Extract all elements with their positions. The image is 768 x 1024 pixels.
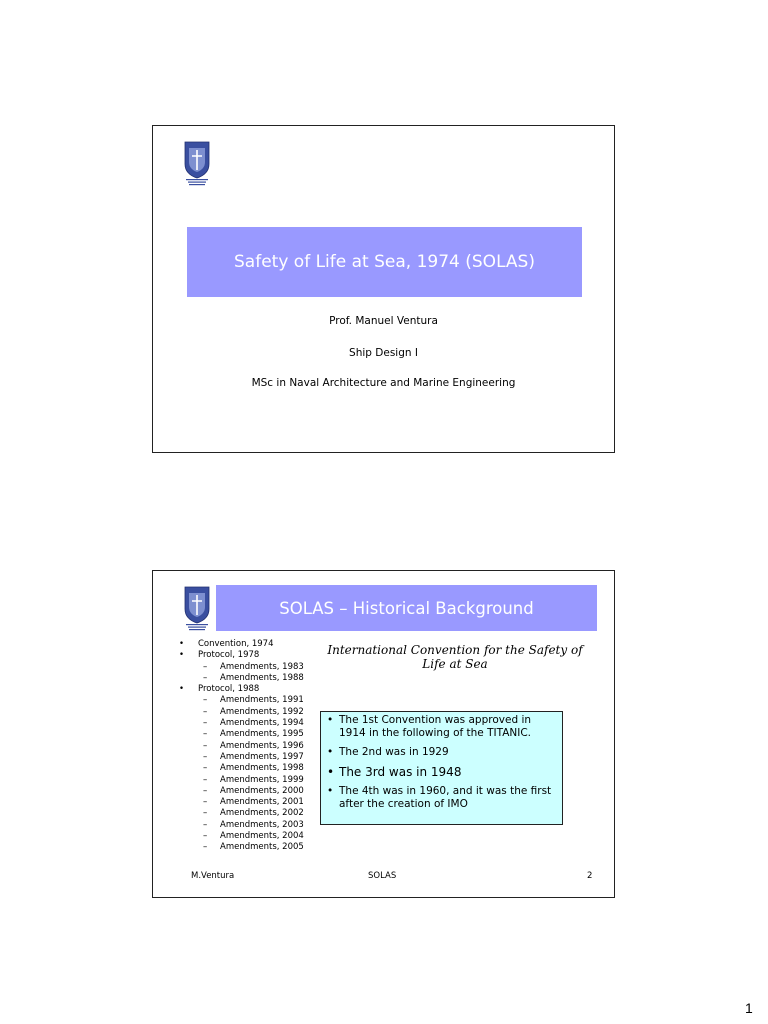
- slide-title: Safety of Life at Sea, 1974 (SOLAS): [187, 227, 582, 297]
- fact-item: • The 1st Convention was approved in 1914 in the following of the TITANIC.: [325, 714, 558, 739]
- timeline-subitem: – Amendments, 1991: [179, 695, 304, 706]
- timeline-subitem: – Amendments, 1992: [179, 707, 304, 718]
- title-slide: [152, 125, 615, 453]
- university-crest-icon: [183, 585, 211, 631]
- history-facts-box: [320, 711, 563, 825]
- fact-item: • The 4th was in 1960, and it was the first after the creation of IMO: [325, 785, 558, 810]
- timeline-subitem: – Amendments, 2003: [179, 820, 304, 831]
- page-number: 1: [745, 1000, 753, 1016]
- slide-subtitle: International Convention for the Safety of Life at Sea: [327, 643, 583, 671]
- timeline-item: • Convention, 1974: [179, 639, 304, 650]
- footer-slide-number: 2: [587, 871, 593, 881]
- timeline-subitem: – Amendments, 1999: [179, 775, 304, 786]
- author-name: Prof. Manuel Ventura: [329, 315, 438, 327]
- timeline-item: • Protocol, 1988: [179, 684, 304, 695]
- timeline-subitem: – Amendments, 1983: [179, 662, 304, 673]
- footer-author: M.Ventura: [191, 871, 235, 881]
- timeline-subitem: – Amendments, 1998: [179, 763, 304, 774]
- history-slide: [152, 570, 615, 898]
- fact-item: • The 3rd was in 1948: [325, 766, 558, 779]
- program-name: MSc in Naval Architecture and Marine Engineering: [251, 377, 516, 389]
- fact-item: • The 2nd was in 1929: [325, 746, 558, 759]
- timeline-subitem: – Amendments, 1997: [179, 752, 304, 763]
- course-name: Ship Design I: [349, 347, 418, 359]
- timeline-subitem: – Amendments, 2005: [179, 842, 304, 853]
- timeline-item: • Protocol, 1978: [179, 650, 304, 661]
- slide-title: SOLAS – Historical Background: [216, 585, 597, 631]
- timeline-subitem: – Amendments, 2000: [179, 786, 304, 797]
- timeline-list: [179, 639, 304, 854]
- timeline-subitem: – Amendments, 1996: [179, 741, 304, 752]
- footer-title: SOLAS: [368, 871, 397, 881]
- timeline-subitem: – Amendments, 1994: [179, 718, 304, 729]
- timeline-subitem: – Amendments, 2001: [179, 797, 304, 808]
- timeline-subitem: – Amendments, 2002: [179, 808, 304, 819]
- timeline-subitem: – Amendments, 1995: [179, 729, 304, 740]
- timeline-subitem: – Amendments, 1988: [179, 673, 304, 684]
- timeline-subitem: – Amendments, 2004: [179, 831, 304, 842]
- university-crest-icon: [183, 140, 211, 186]
